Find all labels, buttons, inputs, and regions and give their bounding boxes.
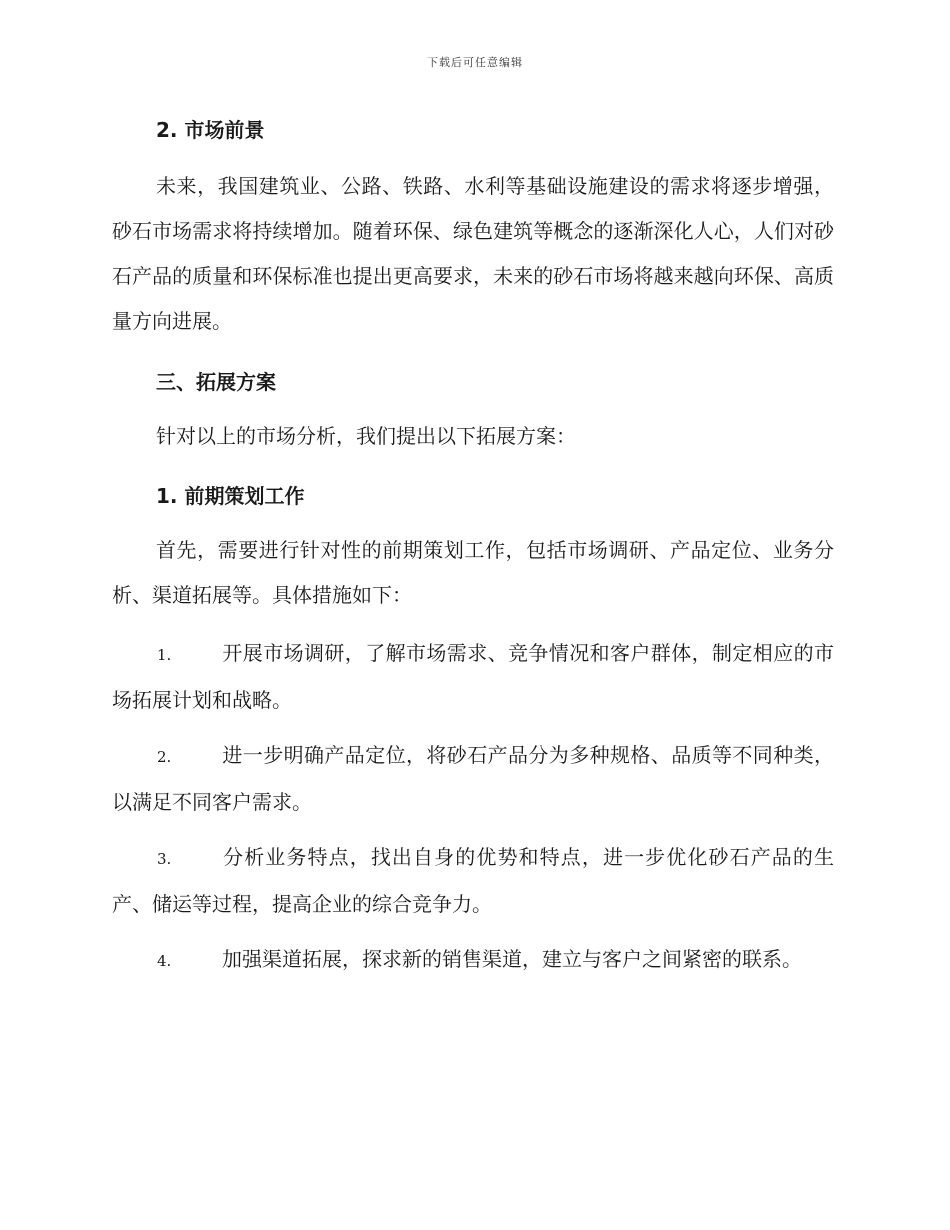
section-heading-market-outlook: 2. 市场前景: [156, 118, 265, 142]
market-outlook-paragraph: 未来，我国建筑业、公路、铁路、水利等基础设施建设的需求将逐步增强，砂石市场需求将持续增加。随着环保、绿色建筑等概念的逐渐深化人心，人们对砂石产品的质量和环保标准也提出更高要求，未来的砂石市场将越来越向环保、高质量方向进展。: [112, 174, 834, 333]
planning-paragraph: 首先，需要进行针对性的前期策划工作，包括市场调研、产品定位、业务分析、渠道拓展等。具体措施如下：: [112, 538, 834, 607]
list-item: [112, 937, 834, 984]
list-item-text: 分析业务特点，找出自身的优势和特点，进一步优化砂石产品的生产、储运等过程，提高企业的综合竞争力。: [112, 845, 834, 916]
list-item-number: 2.: [157, 748, 172, 766]
list-item-text: 加强渠道拓展，探求新的销售渠道，建立与客户之间紧密的联系。: [222, 947, 802, 971]
section-heading-expansion-plan: 三、拓展方案: [156, 370, 276, 394]
list-item: [112, 631, 834, 723]
list-item-number: 3.: [157, 850, 172, 868]
list-item: [112, 733, 834, 825]
page-header: 下载后可任意编辑: [427, 56, 523, 69]
list-item-number: 1.: [157, 646, 172, 664]
expansion-plan-intro: 针对以上的市场分析，我们提出以下拓展方案：: [156, 424, 576, 448]
list-item-number: 4.: [157, 952, 172, 970]
list-item: [112, 835, 834, 927]
list-item-text: 进一步明确产品定位，将砂石产品分为多种规格、品质等不同种类，以满足不同客户需求。: [112, 743, 834, 814]
list-item-text: 开展市场调研，了解市场需求、竞争情况和客户群体，制定相应的市场拓展计划和战略。: [112, 641, 834, 712]
section-heading-planning: 1. 前期策划工作: [156, 484, 305, 508]
